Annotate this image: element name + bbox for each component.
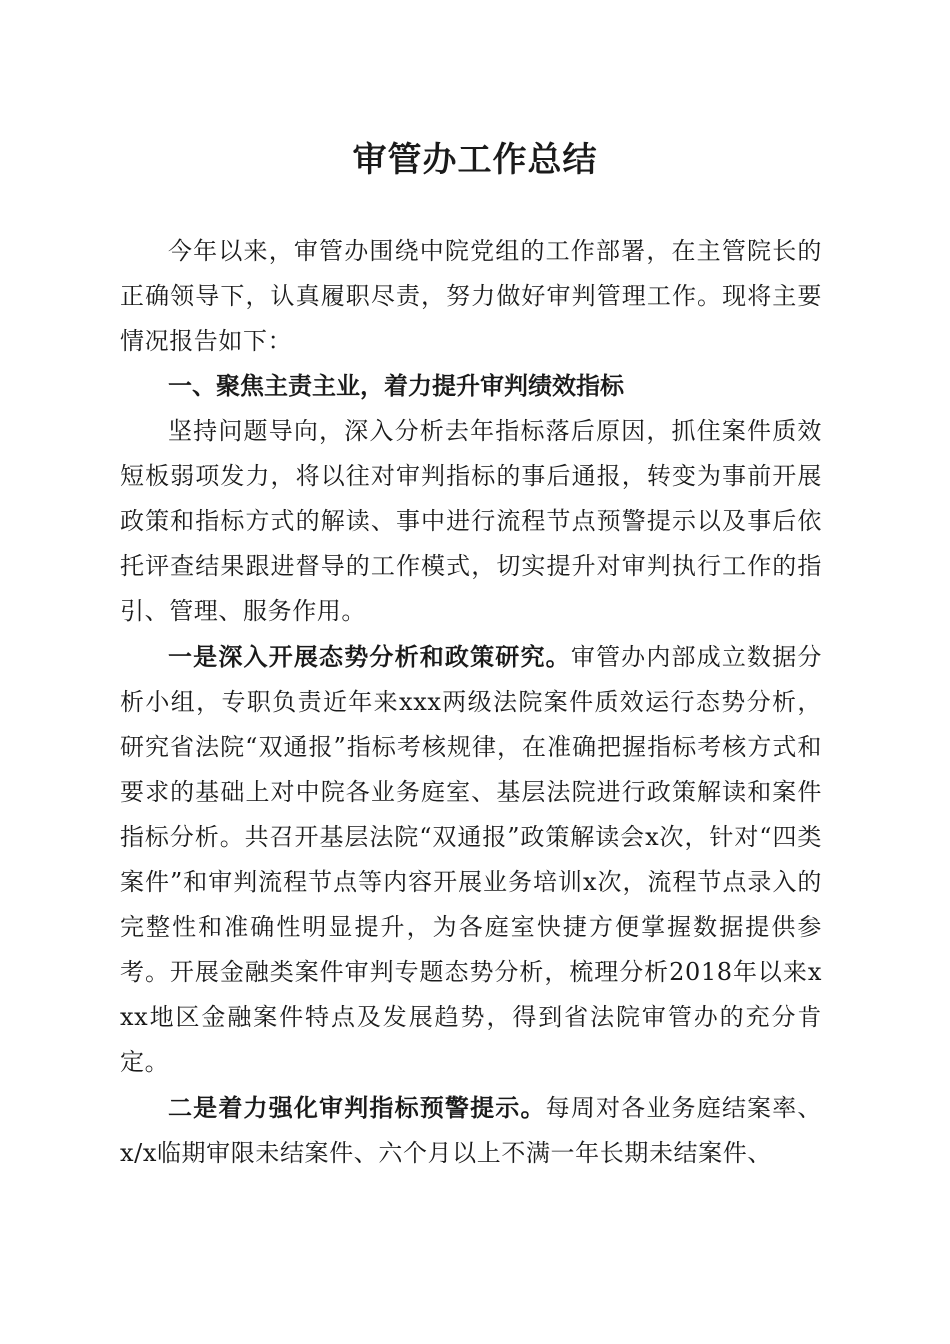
point-2-lead: 二是着力强化审判指标预警提示。: [168, 1093, 546, 1122]
point-2-text: 每周对各业务庭结案率、x/x临期审限未结案件、六个月以上不满一年长期未结案件、: [120, 1094, 822, 1167]
section-1-paragraph: 坚持问题导向，深入分析去年指标落后原因，抓住案件质效短板弱项发力，将以往对审判指标的事后通报，转变为事前开展政策和指标方式的解读、事中进行流程节点预警提示以及事后依托评查结果跟进督导的工作模式，切实提升对审判执行工作的指引、管理、服务作用。: [120, 417, 822, 625]
intro-paragraph: 今年以来，审管办围绕中院党组的工作部署，在主管院长的正确领导下，认真履职尽责，努力做好审判管理工作。现将主要情况报告如下：: [120, 237, 822, 355]
section-1-heading: 一、聚焦主责主业，着力提升审判绩效指标: [168, 372, 624, 400]
document-title: 审管办工作总结: [352, 140, 598, 180]
point-1-paragraph: [120, 634, 822, 1085]
point-1-lead: 一是深入开展态势分析和政策研究。: [168, 642, 571, 671]
point-2-paragraph: [120, 1085, 822, 1176]
document-body: [120, 229, 822, 1176]
point-1-text: 审管办内部成立数据分析小组，专职负责近年来xxx两级法院案件质效运行态势分析，研究省法院“双通报”指标考核规律，在准确把握指标考核方式和要求的基础上对中院各业务庭室、基层法院进行政策解读和案件指标分析。共召开基层法院“双通报”政策解读会x次，针对“四类案件”和审判流程节点等内容开展业务培训x次，流程节点录入的完整性和准确性明显提升，为各庭室快捷方便掌握数据提供参考。开展金融类案件审判专题态势分析，梳理分析2018年以来xxx地区金融案件特点及发展趋势，得到省法院审管办的充分肯定。: [120, 643, 822, 1076]
